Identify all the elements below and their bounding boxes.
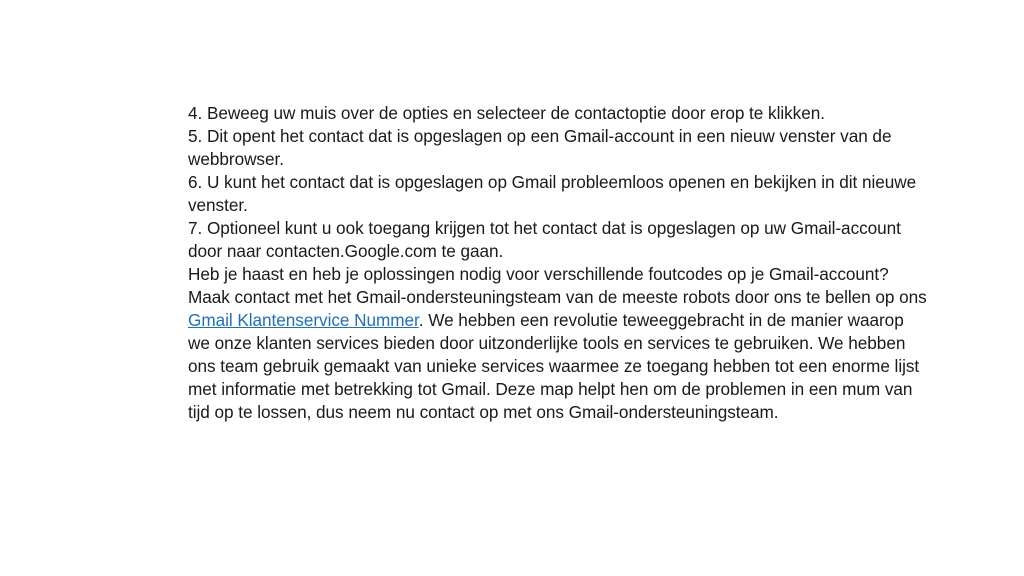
step-7: 7. Optioneel kunt u ook toegang krijgen tot het contact dat is opgeslagen op uw Gmail-account door naar contacten.Google.com te gaan. (188, 218, 901, 261)
step-5: 5. Dit opent het contact dat is opgeslagen op een Gmail-account in een nieuw venster van de webbrowser. (188, 126, 892, 169)
paragraph-text-before-link: Heb je haast en heb je oplossingen nodig voor verschillende foutcodes op je Gmail-account? Maak contact met het Gmail-ondersteuningsteam van de meeste robots door ons te bellen op ons (188, 264, 927, 307)
text-block (188, 102, 928, 424)
step-4: 4. Beweeg uw muis over de opties en selecteer de contactoptie door erop te klikken. (188, 103, 825, 123)
step-6: 6. U kunt het contact dat is opgeslagen op Gmail probleemloos openen en bekijken in dit nieuwe venster. (188, 172, 917, 215)
support-paragraph (188, 263, 928, 424)
paragraph-text-after-link: . We hebben een revolutie teweeggebracht in de manier waarop we onze klanten services bieden door uitzonderlijke tools en services te gebruiken. We hebben ons team gebruik gemaakt van unieke services waarmee ze toegang hebben tot een enorme lijst met informatie met betrekking tot Gmail. Deze map helpt hen om de problemen in een mum van tijd op te lossen, dus neem nu contact op met ons Gmail-ondersteuningsteam. (188, 310, 920, 422)
gmail-support-number-link[interactable]: Gmail Klantenservice Nummer (188, 310, 419, 330)
